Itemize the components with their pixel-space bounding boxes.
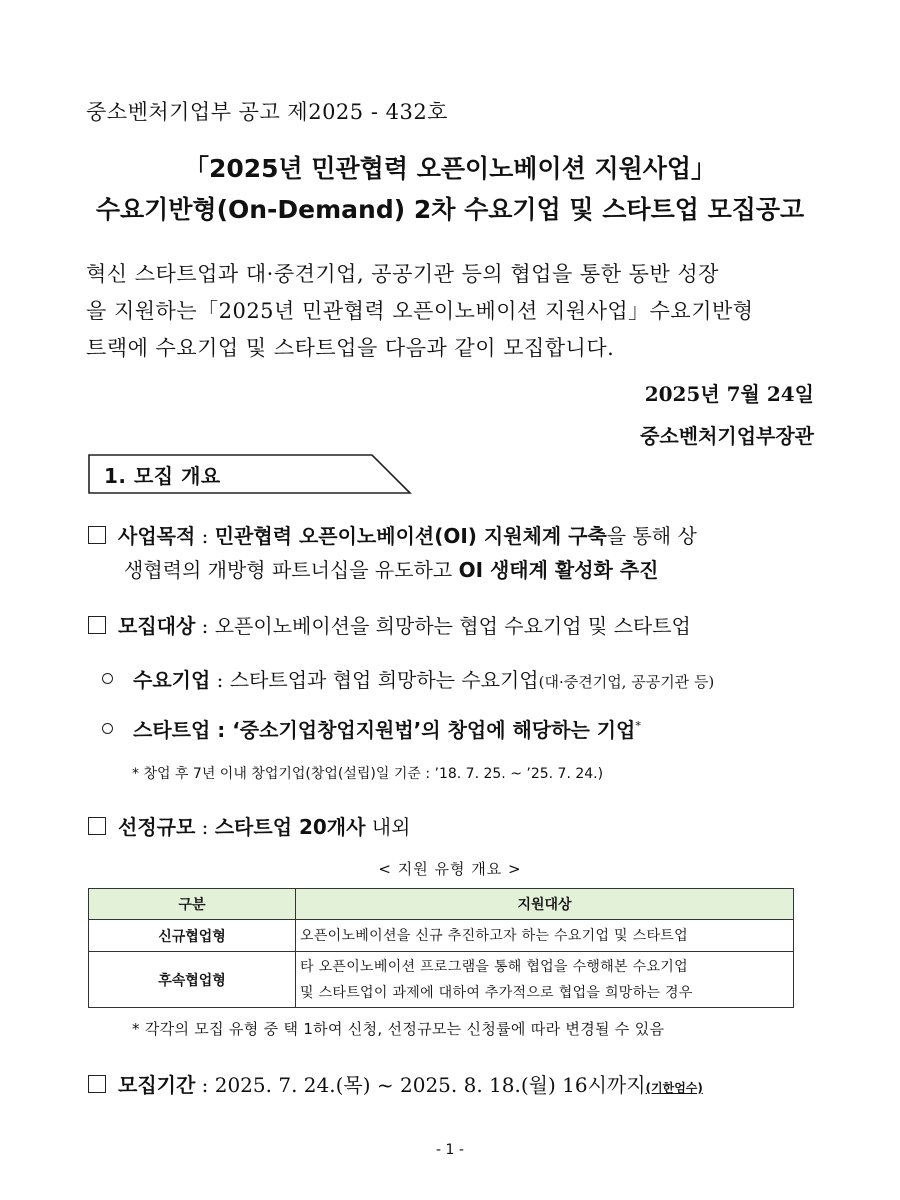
purpose-continued	[124, 554, 658, 583]
period-deadline-note: (기한엄수)	[645, 1081, 703, 1095]
checkbox-square-icon	[88, 616, 106, 634]
startup-text: : ‘중소기업창업지원법’의 창업에 해당하는 기업	[210, 718, 636, 742]
table-row	[89, 952, 794, 1008]
table-cell-type: 후속협업형	[89, 952, 296, 1008]
bullet-circle-icon	[102, 673, 113, 684]
checkbox-square-icon	[88, 526, 106, 544]
purpose-highlight: 민관협력 오픈이노베이션(OI) 지원체계 구축	[214, 524, 607, 548]
purpose-highlight-2: OI 생태계 활성화 추진	[458, 558, 659, 582]
demand-label: 수요기업	[133, 668, 211, 692]
desc-line: 오픈이노베이션을 신규 추진하고자 하는 수요기업 및 스타트업	[300, 927, 688, 944]
document-subtitle: 수요기반형(On-Demand) 2차 수요기업 및 스타트업 모집공고	[95, 195, 805, 224]
table-row	[89, 920, 794, 952]
target-text: : 오픈이노베이션을 희망하는 협업 수요기업 및 스타트업	[195, 614, 691, 638]
table-header-row	[89, 889, 794, 920]
purpose-item	[88, 520, 697, 549]
announcement-date: 2025년 7월 24일	[644, 382, 814, 406]
table-caption: < 지원 유형 개요 >	[378, 860, 522, 878]
startup-label: 스타트업	[133, 718, 211, 742]
notice-number: 중소벤처기업부 공고 제2025 - 432호	[86, 100, 448, 124]
bullet-circle-icon	[102, 723, 113, 734]
demand-note: (대·중견기업, 공공기관 등)	[538, 673, 715, 691]
period-item	[88, 1069, 703, 1098]
startup-footnote: * 창업 후 7년 이내 창업기업(창업(설립)일 기준 : ’18. 7. 25. ~ ’25. 7. 24.)	[132, 766, 604, 782]
table-cell-desc	[296, 920, 794, 952]
desc-line: 타 오픈이노베이션 프로그램을 통해 협업을 수행해본 수요기업	[300, 958, 688, 975]
period-colon: :	[195, 1073, 215, 1097]
period-text: 2025. 7. 24.(목) ~ 2025. 8. 18.(월) 16시까지	[214, 1073, 646, 1097]
purpose-text-2: 생협력의 개방형 파트너십을 유도하고	[124, 558, 459, 582]
table-header-cell: 지원대상	[296, 889, 794, 920]
target-label: 모집대상	[118, 614, 196, 638]
demand-text: : 스타트업과 협업 희망하는 수요기업	[210, 668, 539, 692]
checkbox-square-icon	[88, 817, 106, 835]
period-label: 모집기간	[118, 1073, 196, 1097]
table-cell-type: 신규협업형	[89, 920, 296, 952]
scale-item	[88, 811, 410, 840]
scale-colon: :	[195, 815, 215, 839]
target-item	[88, 610, 691, 639]
issuer-name: 중소벤처기업부장관	[640, 424, 814, 448]
startup-item	[102, 714, 641, 743]
desc-line: 및 스타트업이 과제에 대하여 추가적으로 협업을 희망하는 경우	[300, 984, 693, 1001]
document-title: 「2025년 민관협력 오픈이노베이션 지원사업」	[183, 154, 717, 183]
purpose-colon: :	[195, 524, 215, 548]
scale-label: 선정규모	[118, 815, 196, 839]
support-type-table	[88, 888, 794, 1008]
startup-asterisk: *	[635, 719, 641, 733]
intro-line: 혁신 스타트업과 대·중견기업, 공공기관 등의 협업을 통한 동반 성장	[86, 262, 719, 286]
intro-paragraph	[86, 256, 816, 367]
page-number: - 1 -	[436, 1142, 464, 1158]
section-title: 1. 모집 개요	[104, 464, 221, 488]
checkbox-square-icon	[88, 1075, 106, 1093]
purpose-text: 을 통해 상	[606, 524, 697, 548]
intro-line: 을 지원하는「2025년 민관협력 오픈이노베이션 지원사업」수요기반형	[86, 299, 754, 323]
purpose-label: 사업목적	[118, 524, 196, 548]
scale-text: 내외	[365, 815, 411, 839]
table-footnote: * 각각의 모집 유형 중 택 1하여 신청, 선정규모는 신청률에 따라 변경될 수 있음	[132, 1020, 665, 1038]
intro-line: 트랙에 수요기업 및 스타트업을 다음과 같이 모집합니다.	[86, 336, 615, 360]
demand-company-item	[102, 664, 714, 693]
table-header-cell: 구분	[89, 889, 296, 920]
table-cell-desc	[296, 952, 794, 1008]
scale-highlight: 스타트업 20개사	[214, 815, 366, 839]
